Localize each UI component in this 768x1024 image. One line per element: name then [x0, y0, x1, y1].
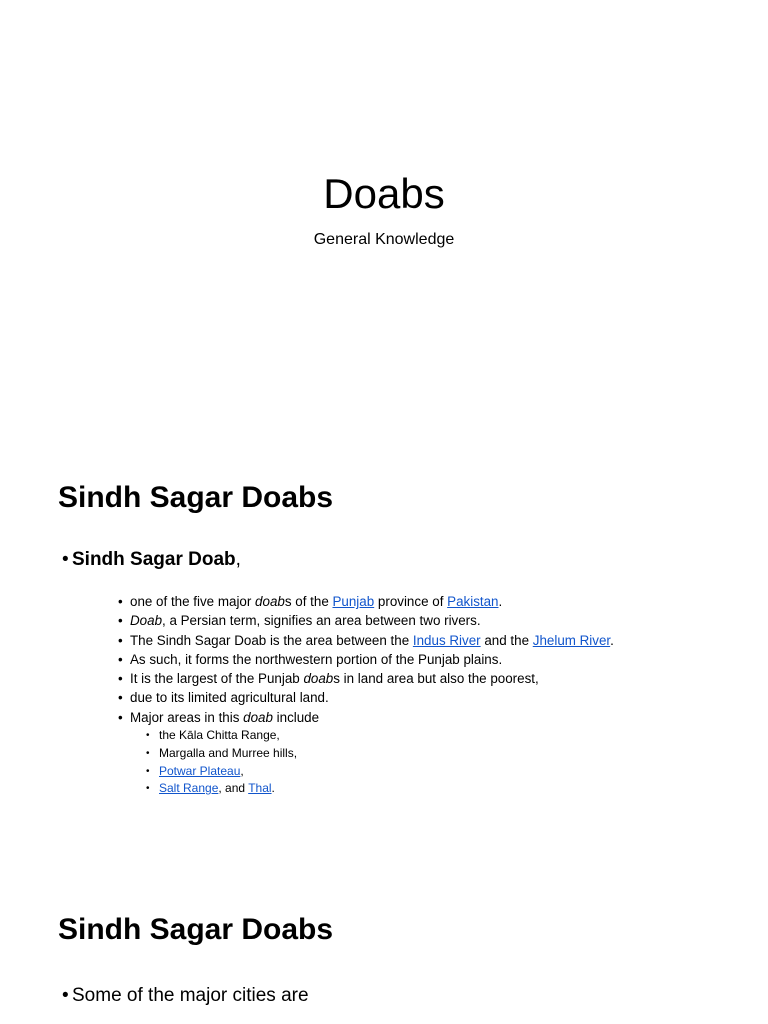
- bullet-text: Some of the major cities are: [72, 985, 309, 1006]
- text: As such, it forms the northwestern portion of the Punjab plains.: [130, 651, 503, 667]
- bullet-tail-text: ,: [235, 549, 241, 570]
- text: due to its limited agricultural land.: [130, 690, 329, 706]
- text: include: [272, 709, 320, 725]
- text: s in land area but also the poorest,: [333, 671, 539, 687]
- punjab-link[interactable]: Punjab: [332, 594, 375, 609]
- sub-list-item: [146, 780, 614, 798]
- list-item: [118, 650, 614, 669]
- presentation-title: Doabs: [323, 170, 445, 217]
- sub-list-item: [146, 745, 614, 763]
- text: Margalla and Murree hills,: [159, 745, 298, 760]
- slide-heading: Sindh Sagar Doabs: [58, 913, 334, 946]
- text: It is the largest of the Punjab: [130, 671, 304, 687]
- salt-range-link[interactable]: Salt Range: [159, 781, 219, 796]
- list-item: [118, 611, 614, 630]
- slide-heading: Sindh Sagar Doabs: [58, 481, 334, 514]
- title-slide: [0, 0, 768, 440]
- detail-list: [118, 592, 614, 798]
- list-item: [118, 669, 614, 688]
- list-item: [118, 631, 614, 650]
- bullet-marker: •: [62, 549, 69, 570]
- thal-link[interactable]: Thal: [248, 781, 272, 796]
- italic-text: doab: [243, 709, 273, 725]
- text: one of the five major: [130, 594, 256, 609]
- text: ,: [240, 763, 244, 778]
- jhelum-river-link[interactable]: Jhelum River: [532, 632, 611, 648]
- italic-text: Doab: [130, 613, 163, 629]
- text: Major areas in this: [130, 709, 244, 725]
- text: province of: [374, 594, 448, 609]
- presentation-subtitle: General Knowledge: [313, 231, 455, 248]
- potwar-plateau-link[interactable]: Potwar Plateau: [159, 763, 241, 778]
- text: The Sindh Sagar Doab is the area between the: [130, 632, 413, 648]
- list-item: [118, 592, 614, 611]
- sub-list: [130, 727, 614, 798]
- text: .: [610, 632, 614, 648]
- text: , and: [218, 781, 249, 796]
- italic-text: doab: [255, 594, 285, 609]
- list-item: [118, 708, 614, 798]
- list-item: [118, 688, 614, 707]
- text: and the: [480, 632, 533, 648]
- sub-list-item: [146, 763, 614, 781]
- indus-river-link[interactable]: Indus River: [412, 632, 481, 648]
- bullet-bold-text: Sindh Sagar Doab: [72, 549, 236, 570]
- italic-text: doab: [303, 671, 334, 687]
- main-bullet: [62, 984, 309, 1008]
- text: .: [271, 781, 275, 796]
- text: , a Persian term, signifies an area between two rivers.: [162, 613, 481, 629]
- bullet-marker: •: [62, 985, 69, 1006]
- pakistan-link[interactable]: Pakistan: [447, 594, 499, 609]
- main-bullet: [62, 548, 241, 572]
- text: .: [498, 594, 503, 609]
- text: the Kāla Chitta Range,: [159, 728, 280, 743]
- text: s of the: [284, 594, 333, 609]
- sub-list-item: [146, 727, 614, 745]
